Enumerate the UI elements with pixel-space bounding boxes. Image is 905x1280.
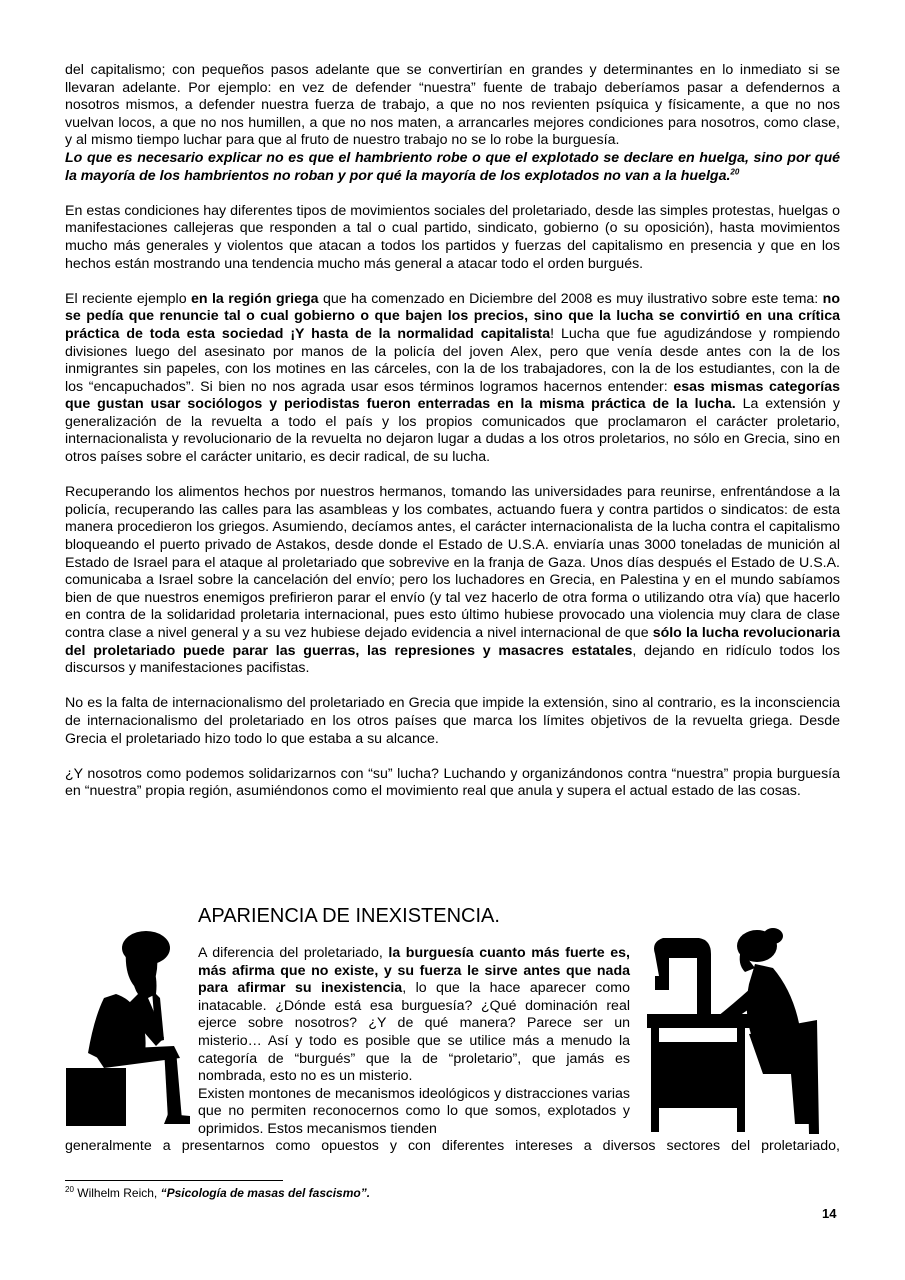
thinking-man-icon	[64, 928, 194, 1128]
main-text	[65, 62, 840, 801]
paragraph-1: del capitalismo; con pequeños pasos adelante que se convertirían en grandes y determinantes en lo inmediato si se llevaran adelante. Por ejemplo: en vez de defender “nuestra” fuente de trabajo deberíamos pasar a defendernos a nosotros mismos, a defender nuestra fuerza de trabajo, a que no nos revienten psíquica y físicamente, a que no nos vuelvan locos, a que no nos humillen, a que no nos maten, a arrancarles mejores condiciones para nosotros, como clase, y al mismo tiempo luchar para que al fruto de nuestro trabajo no se lo robe la burguesía.	[65, 62, 840, 149]
section-title: APARIENCIA DE INEXISTENCIA.	[198, 905, 500, 927]
section-paragraph-2: Existen montones de mecanismos ideológicos y distracciones varias que no permiten reconocernos como lo que somos, explotados y oprimidos. Estos mecanismos tienden	[198, 1085, 630, 1137]
footnote-ref: 20	[730, 166, 740, 176]
footnote: $^{20}$ Wilhelm Reich, “Psicología de masas del fascismo”.	[65, 1185, 371, 1200]
paragraph-4: Recuperando los alimentos hechos por nuestros hermanos, tomando las universidades para reunirse, enfrentándose a la policía, recuperando las calles para las asambleas y los combates, actuando fuera y contra partidos o sindicatos: de esta manera procedieron los griegos. Asumiendo, decíamos antes, el carácter internacionalista de la lucha contra el capitalismo bloqueando el puerto privado de Astakos, desde donde el Estado de U.S.A. enviaría unas 3000 toneladas de munición al Estado de Israel para el ataque al proletariado que sobrevive en la franja de Gaza. Unos días después el Estado de U.S.A. comunicaba a Israel sobre la cancelación del envío; pero los luchadores en Grecia, en Palestina y en el mundo sabíamos bien de que nuestros enemigos prefirieron parar el envío (y tal vez hacerlo de otra forma o utilizando otra vía) que hacerlo en contra de la solidaridad proletaria internacional, pues esto último hubiese provocado una violencia muy clara de clase contra clase a nivel general y a su vez hubiese dejado evidencia a nivel internacional de que sólo la lucha revolucionaria del proletariado puede parar las guerras, las represiones y masacres estatales, dejando en ridículo todos los discursos y manifestaciones pacifistas.	[65, 484, 840, 677]
paragraph-3: El reciente ejemplo en la región griega que ha comenzado en Diciembre del 2008 es muy ilustrativo sobre este tema: no se pedía que renuncie tal o cual gobierno o que bajen los precios, sino que la lucha se convirtió en una crítica práctica de toda esta sociedad ¡Y hasta de la normalidad capitalista! Lucha que fue agudizándose y rompiendo divisiones luego del asesinato por manos de la policía del joven Alex, pero que venía desde antes con la de los inmigrantes sin papeles, con los motines en las cárceles, con la de los trabajadores, con la de los estudiantes, con la de los “encapuchados”. Si bien no nos agrada usar esos términos logramos hacernos entender: esas mismas categorías que gustan usar sociólogos y periodistas fueron enterradas en la misma práctica de la lucha. La extensión y generalización de la revuelta a todo el país y los propios comunicados que proclamaron el carácter proletario, internacionalista y revolucionario de la revuelta no dejaron lugar a dudas a los otros proletarios, no sólo en Grecia, sino en otros países sobre el carácter unitario, es decir radical, de su lucha.	[65, 290, 841, 466]
section-column	[198, 945, 630, 1139]
section-paragraph-1: A diferencia del proletariado, la burguesía cuanto más fuerte es, más afirma que no existe, y su fuerza le sirve antes que nada para afirmar su inexistencia, lo que la hace aparecer como inatacable. ¿Dónde está esa burguesía? ¿Qué dominación real ejerce sobre nosotros? ¿Y de qué manera? Parece ser un misterio… Así y todo es posible que se utilice más a menudo la categoría de “burgués” que la de “proletario”, que jamás es nombrada, esto no es un misterio.	[198, 945, 631, 1085]
page-number: 14	[822, 1206, 837, 1221]
paragraph-2: En estas condiciones hay diferentes tipos de movimientos sociales del proletariado, desde las simples protestas, huelgas o manifestaciones callejeras que responden a tal o cual partido, sindicato, gobierno (o su oposición), hasta movimientos mucho más generales y violentos que atacan a todos los partidos y fuerzas del capitalismo en presencia y que en los hechos están mostrando una tendencia mucho más general a atacar todo el orden burgués.	[65, 202, 840, 272]
reich-quote: Lo que es necesario explicar no es que el hambriento robe o que el explotado se declare en huelga, sino por qué la mayoría de los hambrientos no roban y por qué la mayoría de los explotados no van a la huelga.$^{20}$	[65, 149, 840, 184]
section-paragraph-2-continued: generalmente a presentarnos como opuestos y con diferentes intereses a diversos sectores del proletariado,	[65, 1138, 840, 1154]
footnote-number: 20	[65, 1185, 74, 1194]
footnote-divider	[65, 1180, 283, 1181]
sewing-woman-icon	[645, 924, 820, 1136]
paragraph-6: ¿Y nosotros como podemos solidarizarnos con “su” lucha? Luchando y organizándonos contra “nuestra” propia burguesía en “nuestra” propia región, asumiéndonos como el movimiento real que anula y supera el actual estado de las cosas.	[65, 765, 840, 800]
paragraph-5: No es la falta de internacionalismo del proletariado en Grecia que impide la extensión, sino al contrario, es la inconsciencia de internacionalismo del proletariado en los otros países que marca los límites objetivos de la revuelta griega. Desde Grecia el proletariado hizo todo lo que estaba a su alcance.	[65, 695, 840, 747]
